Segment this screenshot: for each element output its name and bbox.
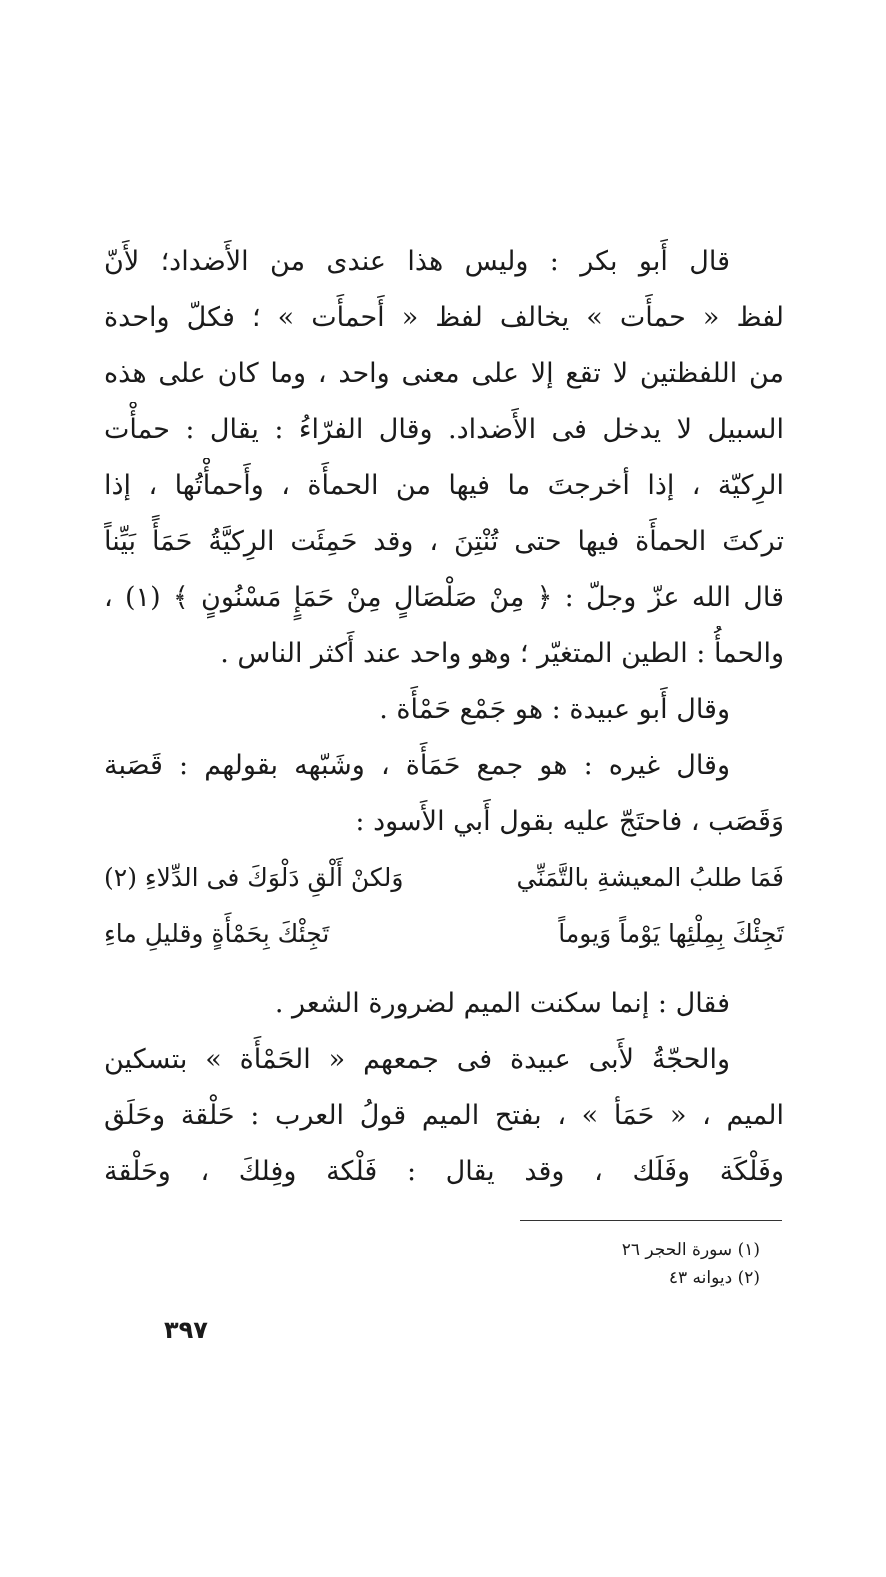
footnote-1: (١) سورة الحجر ٢٦: [621, 1240, 760, 1260]
paragraph-line-3: من اللفظتين لا تقع إلا على معنى واحد ، وما كان على هذه: [104, 358, 784, 389]
paragraph-line-7: قال الله عزّ وجلّ : ﴿ مِنْ صَلْصَالٍ مِنْ حَمَإٍ مَسْنُونٍ ﴾ (١) ،: [104, 582, 784, 613]
paragraph-line-4: السبيل لا يدخل فى الأَضداد. وقال الفرّاءُ : يقال : حمأْت: [104, 414, 784, 445]
paragraph-line-15: وفَلْكَة وفَلَك ، وقد يقال : فَلْكة وفِلكَ ، وحَلْقة: [104, 1156, 784, 1187]
paragraph-line-1: قال أَبو بكر : وليس هذا عندى من الأَضداد؛ لأَنّ: [104, 246, 730, 277]
paragraph-line-9: وقال أَبو عبيدة : هو جَمْع حَمْأَة .: [379, 694, 730, 725]
paragraph-line-13: والحجّةُ لأَبى عبيدة فى جمعهم « الحَمْأَة » بتسكين: [104, 1044, 730, 1075]
verse-1-second-hemistich: وَلكنْ أَلْقِ دَلْوَكَ فى الدِّلاءِ (٢): [104, 863, 404, 892]
paragraph-line-8: والحمأُ : الطين المتغيّر ؛ وهو واحد عند أَكثر الناس .: [220, 638, 784, 669]
verse-2-first-hemistich: تَجِئْكَ بِمِلْئِها يَوْماً وَيوماً: [558, 919, 784, 948]
paragraph-line-2: لفظ « حمأَت » يخالف لفظ « أَحمأَت » ؛ فكلّ واحدة: [104, 302, 784, 333]
paragraph-line-14: الميم ، « حَمَأ » ، بفتح الميم قولُ العرب : حَلْقة وحَلَق: [104, 1100, 784, 1131]
paragraph-line-10: وقال غيره : هو جمع حَمَأَة ، وشَبّهه بقولهم : قَصَبة: [104, 750, 730, 781]
verse-1-first-hemistich: فَمَا طلبُ المعيشةِ بالتَّمَنِّي: [516, 863, 784, 892]
paragraph-line-12: فقال : إنما سكنت الميم لضرورة الشعر .: [274, 988, 730, 1019]
verse-2-second-hemistich: تَجِئْكَ بِحَمْأَةٍ وقليلِ ماءِ: [104, 919, 330, 948]
verse-line-2: [104, 906, 784, 962]
paragraph-line-6: تركتَ الحمأَة فيها حتى تُنْتِنَ ، وقد حَمِئَت الرِكيَّةُ حَمَأً بَيِّناً: [104, 526, 784, 557]
main-text: [104, 234, 784, 1200]
paragraph-line-11: وَقَصَب ، فاحتَجّ عليه بقول أَبي الأَسود :: [355, 806, 784, 837]
footnote-divider: [520, 1220, 782, 1221]
paragraph-line-5: الرِكيّة ، إذا أخرجتَ ما فيها من الحمأَة ، وأَحمأْتُها ، إذا: [104, 470, 784, 501]
verse-line-1: [104, 850, 784, 906]
footnote-2: (٢) ديوانه ٤٣: [668, 1268, 760, 1288]
page-number: ٣٩٧: [164, 1316, 208, 1344]
footnotes: [440, 1236, 760, 1292]
